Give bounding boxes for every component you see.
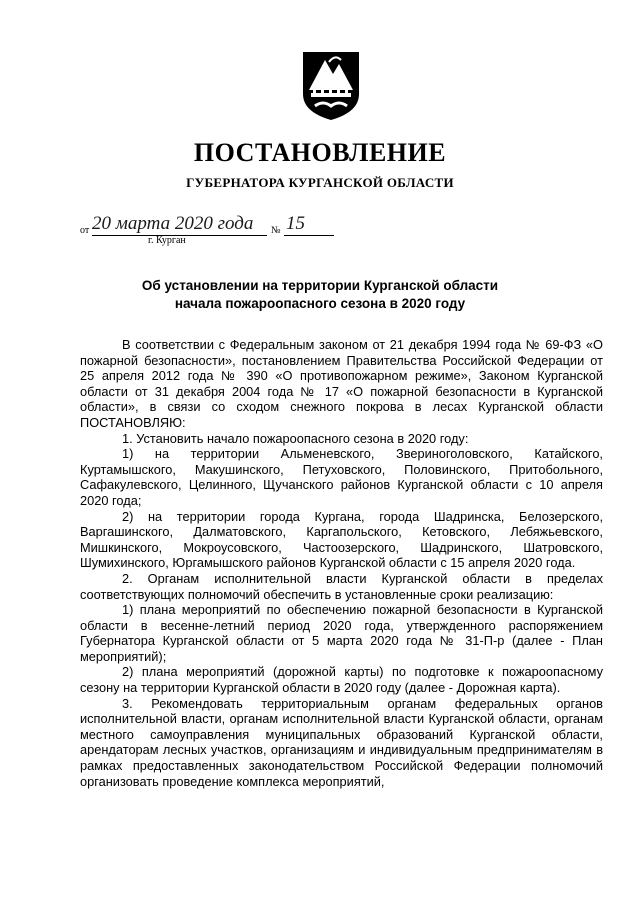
document-title: ПОСТАНОВЛЕНИЕ [193, 138, 447, 167]
body-paragraph: 1) плана мероприятий по обеспечению пожарной безопасности в Курганской области в весенне-летний период 2020 года, утвержденного распоряжением Губернатора Курганской области от 5 марта 2020 года № 31-П-р (далее - План мероприятий); [80, 602, 603, 664]
number-underline [284, 235, 334, 236]
body-paragraph: 2. Органам исполнительной власти Курганской области в пределах соответствующих полномочий обеспечить в установленные сроки реализацию: [80, 570, 603, 602]
document-body [80, 337, 603, 789]
body-paragraph: 3. Рекомендовать территориальным органам федеральных органов исполнительной власти, органам исполнительной власти Курганской области, органам местного самоуправления муниципальных образований Курганской области, арендаторам лесных участков, организациям и индивидуальным предпринимателям в рамках предоставленных законодательством Российской Федерации полномочий организовать проведение комплекса мероприятий, [80, 695, 603, 789]
heading-line-1: Об установлении на территории Курганской области [141, 278, 499, 293]
document-number: 15 [286, 213, 305, 234]
document-subtitle: ГУБЕРНАТОРА КУРГАНСКОЙ ОБЛАСТИ [186, 175, 454, 190]
date-prefix-label: от [80, 225, 90, 236]
document-date: 20 марта 2020 года [92, 213, 254, 234]
coat-of-arms-emblem [301, 50, 361, 122]
body-paragraph: 2) плана мероприятий (дорожной карты) по подготовке к пожароопасному сезону на территории Курганской области в 2020 году (далее - Дорожная карта). [80, 664, 603, 696]
body-paragraph: 1. Установить начало пожароопасного сезона в 2020 году: [122, 430, 469, 446]
number-label: № [271, 225, 281, 236]
document-heading [0, 277, 640, 313]
document-city: г. Курган [148, 235, 186, 246]
body-paragraph: 2) на территории города Кургана, города Шадринска, Белозерского, Варгашинского, Далматовского, Каргапольского, Кетовского, Лебяжьевского, Мишкинского, Мокроусовского, Частоозерского, Шадринского, Шатровского, Шумихинского, Юргамышского районов Курганской области с 15 апреля 2020 года. [80, 508, 603, 571]
heading-line-2: начала пожароопасного сезона в 2020 году [174, 296, 466, 311]
body-paragraph: 1) на территории Альменевского, Звериноголовского, Катайского, Куртамышского, Макушинского, Петуховского, Половинского, Притобольного, Сафакулевского, Целинного, Щучанского районов Курганской области с 10 апреля 2020 года; [80, 446, 603, 508]
body-paragraph: В соответствии с Федеральным законом от 21 декабря 1994 года № 69-ФЗ «О пожарной безопасности», постановлением Правительства Российской Федерации от 25 апреля 2012 года № 390 «О противопожарном режиме», Законом Курганской области от 31 декабря 2004 года № 17 «О пожарной безопасности в Курганской области», в связи со сходом снежного покрова в лесах Курганской области ПОСТАНОВЛЯЮ: [80, 337, 603, 430]
